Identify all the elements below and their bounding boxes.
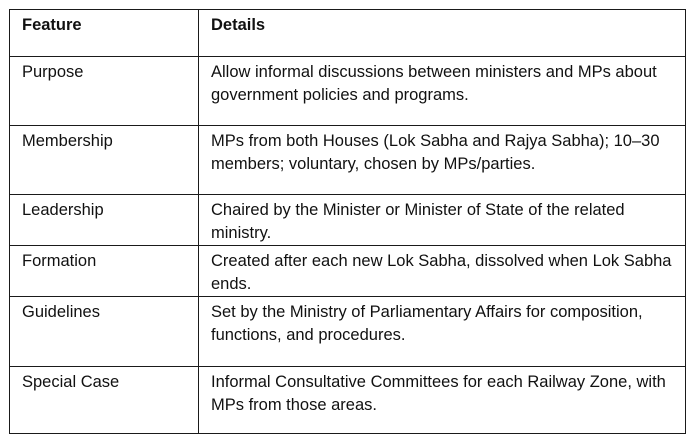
- details-cell: Chaired by the Minister or Minister of State of the related ministry.: [199, 195, 686, 246]
- feature-details-table: [9, 9, 686, 434]
- feature-cell: Special Case: [10, 367, 199, 434]
- details-cell: MPs from both Houses (Lok Sabha and Rajya Sabha); 10–30 members; voluntary, chosen by MPs/parties.: [199, 126, 686, 195]
- details-column-header: Details: [199, 10, 686, 57]
- table-row: [10, 367, 686, 434]
- details-cell: Informal Consultative Committees for each Railway Zone, with MPs from those areas.: [199, 367, 686, 434]
- feature-cell: Leadership: [10, 195, 199, 246]
- table-row: [10, 246, 686, 297]
- details-cell: Allow informal discussions between ministers and MPs about government policies and programs.: [199, 57, 686, 126]
- details-cell: Set by the Ministry of Parliamentary Affairs for composition, functions, and procedures.: [199, 297, 686, 367]
- feature-cell: Purpose: [10, 57, 199, 126]
- feature-cell: Formation: [10, 246, 199, 297]
- table-row: [10, 126, 686, 195]
- table-row: [10, 297, 686, 367]
- feature-cell: Guidelines: [10, 297, 199, 367]
- feature-column-header: Feature: [10, 10, 199, 57]
- table-row: [10, 57, 686, 126]
- details-cell: Created after each new Lok Sabha, dissolved when Lok Sabha ends.: [199, 246, 686, 297]
- table-row: [10, 195, 686, 246]
- feature-cell: Membership: [10, 126, 199, 195]
- table-header-row: [10, 10, 686, 57]
